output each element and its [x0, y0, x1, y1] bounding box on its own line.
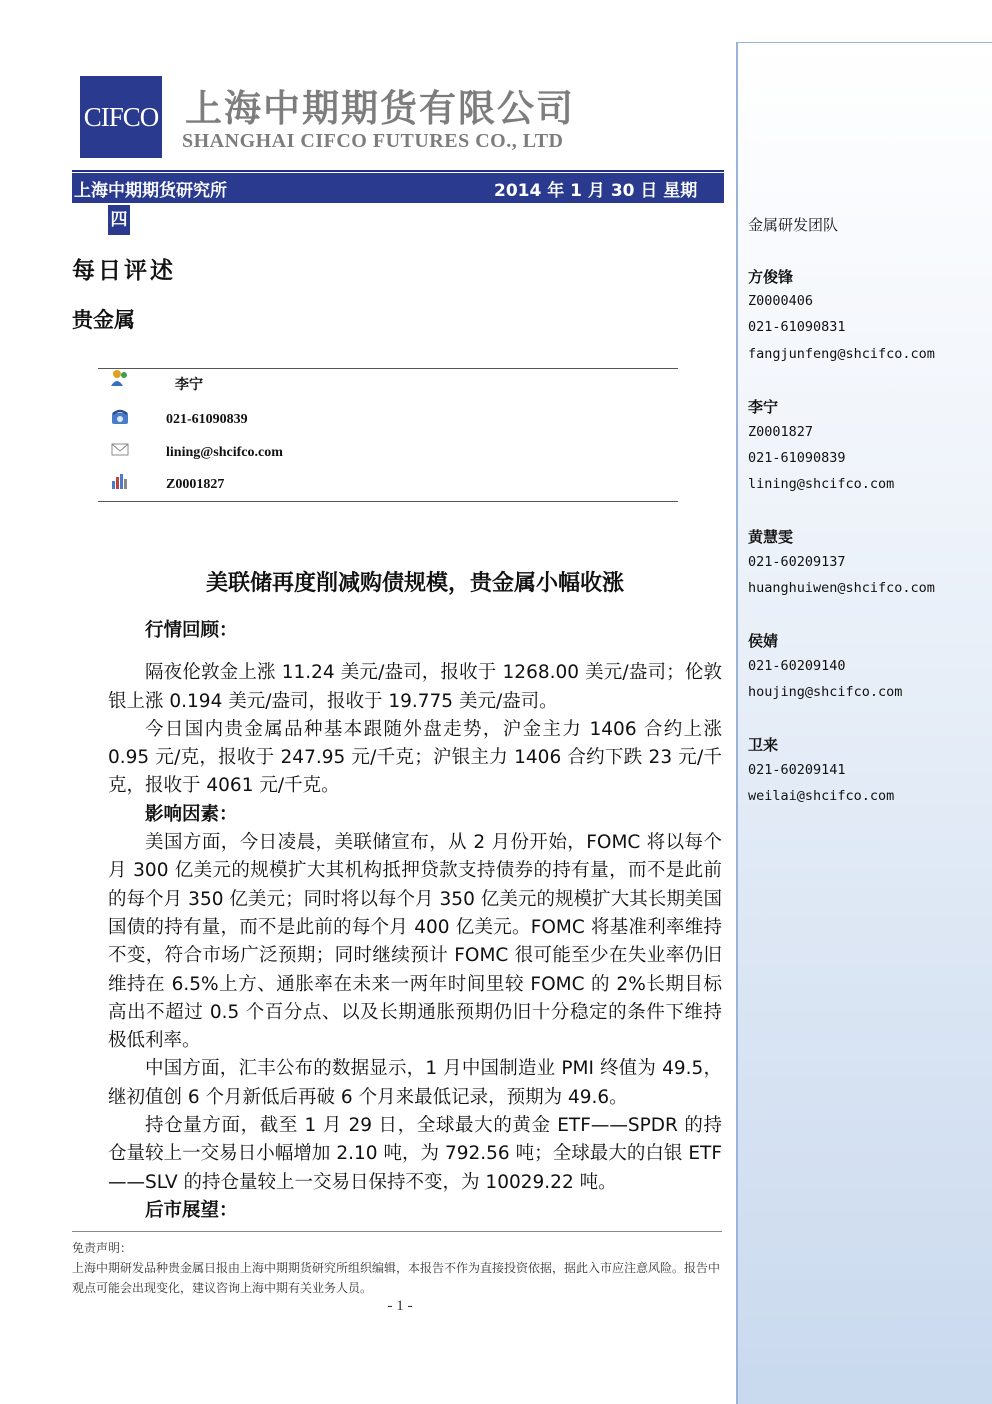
member-email[interactable]: huanghuiwen@shcifco.com: [748, 580, 935, 596]
disclaimer: [72, 1238, 722, 1298]
contact-top-rule: [98, 368, 678, 369]
outlook-heading: 后市展望：: [145, 1199, 238, 1221]
header-rule: [72, 170, 724, 172]
member-phone: 021-61090831: [748, 319, 846, 335]
header-date-weekday: 四: [108, 205, 130, 235]
member-email[interactable]: houjing@shcifco.com: [748, 684, 903, 700]
header-date: 2014 年 1 月 30 日 星期: [494, 181, 698, 201]
footer-rule: [72, 1231, 722, 1232]
mail-icon: [110, 440, 130, 458]
section-title: 每日评述: [72, 258, 176, 284]
page-number: - 1 -: [387, 1298, 413, 1314]
member-license: Z0001827: [748, 424, 814, 440]
disclaimer-label: 免责声明：: [72, 1241, 133, 1255]
sidebar-panel: [736, 42, 992, 1404]
company-name-en: SHANGHAI CIFCO FUTURES CO., LTD: [182, 130, 564, 152]
member-name: 卫来: [748, 736, 779, 754]
member-name: 李宁: [748, 398, 779, 416]
member-phone: 021-60209137: [748, 554, 846, 570]
factors-paragraph-1: 美国方面，今日凌晨，美联储宣布，从 2 月份开始，FOMC 将以每个月 300 亿美元的规模扩大其机构抵押贷款支持债券的持有量，而不是此前的每个月 350 亿美元；同时将以每个月 350 亿美元的规模扩大其长期美国国债的持有量，而不是此前的每个月 400 亿美元。FOMC 将基准利率维持不变，符合市场广泛预期；同时继续预计 FOMC 很可能至少在失业率仍旧维持在 6.5%上方、通胀率在未来一两年时间里较 FOMC 的 2%长期目标高出不超过 0.5 个百分点、以及长期通胀预期仍旧十分稳定的条件下维持极低利率。: [108, 832, 722, 1052]
factors-paragraph-2: 中国方面，汇丰公布的数据显示，1 月中国制造业 PMI 终值为 49.5，继初值创 6 个月新低后再破 6 个月来最低记录，预期为 49.6。: [108, 1058, 722, 1108]
contact-name: 李宁: [175, 378, 203, 393]
company-logo: [80, 76, 162, 158]
review-paragraph-2: 今日国内贵金属品种基本跟随外盘走势，沪金主力 1406 合约上涨 0.95 元/克，报收于 247.95 元/千克；沪银主力 1406 合约下跌 23 元/千克，报收于 4061 元/千克。: [108, 718, 722, 797]
subsection-title: 贵金属: [72, 308, 135, 332]
chart-icon: [110, 472, 130, 490]
header-org: 上海中期期货研究所: [74, 181, 227, 201]
factors-paragraph-3: 持仓量方面，截至 1 月 29 日，全球最大的黄金 ETF——SPDR 的持仓量较上一交易日小幅增加 2.10 吨，为 792.56 吨；全球最大的白银 ETF——SLV 的持仓量较上一交易日保持不变，为 10029.22 吨。: [108, 1115, 722, 1193]
contact-phone: 021-61090839: [166, 412, 248, 427]
contact-email[interactable]: lining@shcifco.com: [166, 445, 283, 460]
member-email[interactable]: weilai@shcifco.com: [748, 788, 895, 804]
member-phone: 021-60209141: [748, 762, 846, 778]
member-email[interactable]: lining@shcifco.com: [748, 476, 895, 492]
logo-mark: CIFCO: [83, 101, 159, 132]
member-email[interactable]: fangjunfeng@shcifco.com: [748, 346, 935, 362]
review-heading: 行情回顾：: [145, 620, 238, 641]
phone-icon: [110, 408, 130, 426]
disclaimer-text: 上海中期研发品种贵金属日报由上海中期期货研究所组织编辑，本报告不作为直接投资依据，据此入市应注意风险。报告中观点可能会出现变化，建议咨询上海中期有关业务人员。: [72, 1261, 721, 1295]
member-name: 黄慧雯: [748, 528, 794, 546]
company-name-cn: 上海中期期货有限公司: [185, 87, 575, 130]
member-phone: 021-60209140: [748, 658, 846, 674]
member-name: 侯婧: [748, 632, 779, 650]
member-license: Z0000406: [748, 293, 814, 309]
contact-license: Z0001827: [166, 477, 225, 492]
article-title: 美联储再度削减购债规模，贵金属小幅收涨: [205, 571, 624, 596]
review-paragraph-1: 隔夜伦敦金上涨 11.24 美元/盎司，报收于 1268.00 美元/盎司；伦敦银上涨 0.194 美元/盎司，报收于 19.775 美元/盎司。: [108, 662, 722, 712]
sidebar-team-title: 金属研发团队: [748, 216, 839, 234]
factors-heading: 影响因素：: [145, 803, 238, 825]
member-phone: 021-61090839: [748, 450, 846, 466]
contact-bottom-rule: [98, 501, 678, 502]
person-icon: [110, 369, 130, 387]
article-body: [108, 617, 722, 1225]
member-name: 方俊锋: [748, 268, 794, 286]
